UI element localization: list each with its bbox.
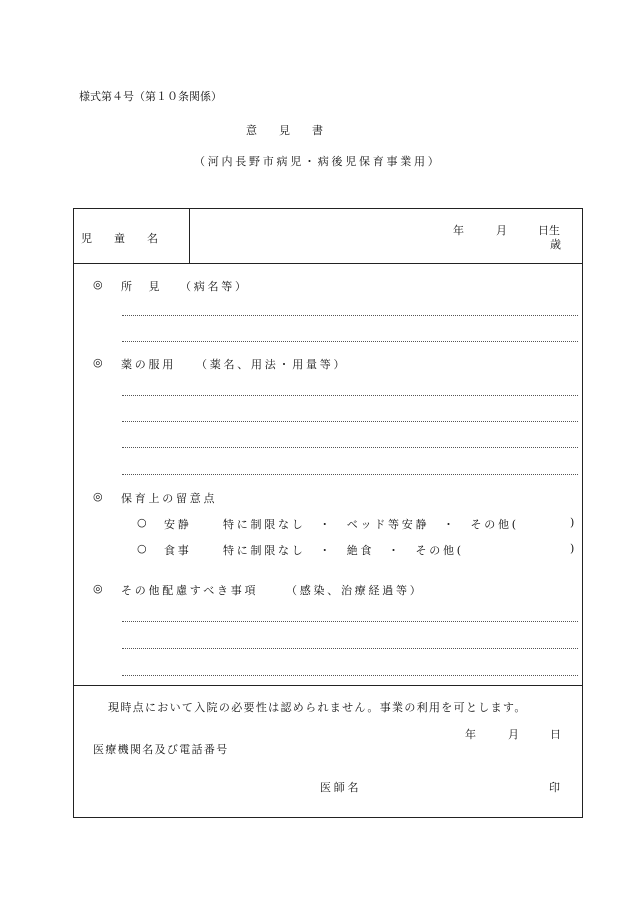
opinion-form <box>73 208 583 818</box>
other-note: （感染、治療経過等） <box>286 584 424 597</box>
institution-label: 医療機関名及び電話番号 <box>93 743 229 756</box>
rest-label: 安静 <box>164 518 192 531</box>
other-line[interactable] <box>122 675 578 676</box>
doctor-name-field[interactable] <box>374 775 534 793</box>
child-row-divider <box>74 263 582 264</box>
meal-label: 食事 <box>164 544 192 557</box>
footer-divider <box>74 685 582 686</box>
findings-line[interactable] <box>122 341 578 342</box>
doctor-label: 医師名 <box>320 781 362 794</box>
seal-label: 印 <box>549 781 560 794</box>
document-title: 意 見 書 <box>246 124 323 137</box>
other-line[interactable] <box>122 648 578 649</box>
birth-year-label: 年 <box>453 224 464 237</box>
other-line[interactable] <box>122 621 578 622</box>
form-number: 様式第４号（第１０条関係） <box>79 90 222 103</box>
sign-day-label: 日 <box>550 728 561 741</box>
medication-line[interactable] <box>122 474 578 475</box>
care-notes-marker: ◎ <box>93 490 103 503</box>
birth-month-label: 月 <box>496 224 507 237</box>
other-marker: ◎ <box>93 582 103 595</box>
child-name-label: 児 童 名 <box>81 232 158 245</box>
child-name-field[interactable] <box>192 211 442 261</box>
medication-line[interactable] <box>122 421 578 422</box>
rest-bullet[interactable]: ○ <box>137 516 147 529</box>
institution-field[interactable] <box>244 739 564 757</box>
medication-note: （薬名、用法・用量等） <box>196 358 348 371</box>
meal-close-paren: ) <box>570 542 575 555</box>
medication-title: 薬の服用 <box>121 358 176 371</box>
age-label: 歳 <box>550 238 561 251</box>
findings-line[interactable] <box>122 315 578 316</box>
findings-note: （病名等） <box>180 280 249 293</box>
care-notes-title: 保育上の留意点 <box>121 492 218 505</box>
medication-marker: ◎ <box>93 356 103 369</box>
rest-close-paren: ) <box>570 516 575 529</box>
statement-text: 現時点において入院の必要性は認められません。事業の利用を可とします。 <box>108 701 527 714</box>
medication-line[interactable] <box>122 395 578 396</box>
document-subtitle: （河内長野市病児・病後児保育事業用） <box>194 155 442 168</box>
rest-options[interactable]: 特に制限なし ・ ベッド等安静 ・ その他( <box>223 518 519 531</box>
birth-day-label: 日生 <box>538 224 560 237</box>
sign-year-label: 年 <box>465 728 476 741</box>
meal-options[interactable]: 特に制限なし ・ 絶食 ・ その他( <box>223 544 464 557</box>
findings-marker: ◎ <box>93 278 103 291</box>
medication-line[interactable] <box>122 447 578 448</box>
meal-bullet[interactable]: ○ <box>137 542 147 555</box>
findings-title: 所 見 <box>121 280 163 293</box>
other-title: その他配慮すべき事項 <box>121 584 259 597</box>
sign-month-label: 月 <box>508 728 519 741</box>
child-label-divider <box>189 209 190 263</box>
